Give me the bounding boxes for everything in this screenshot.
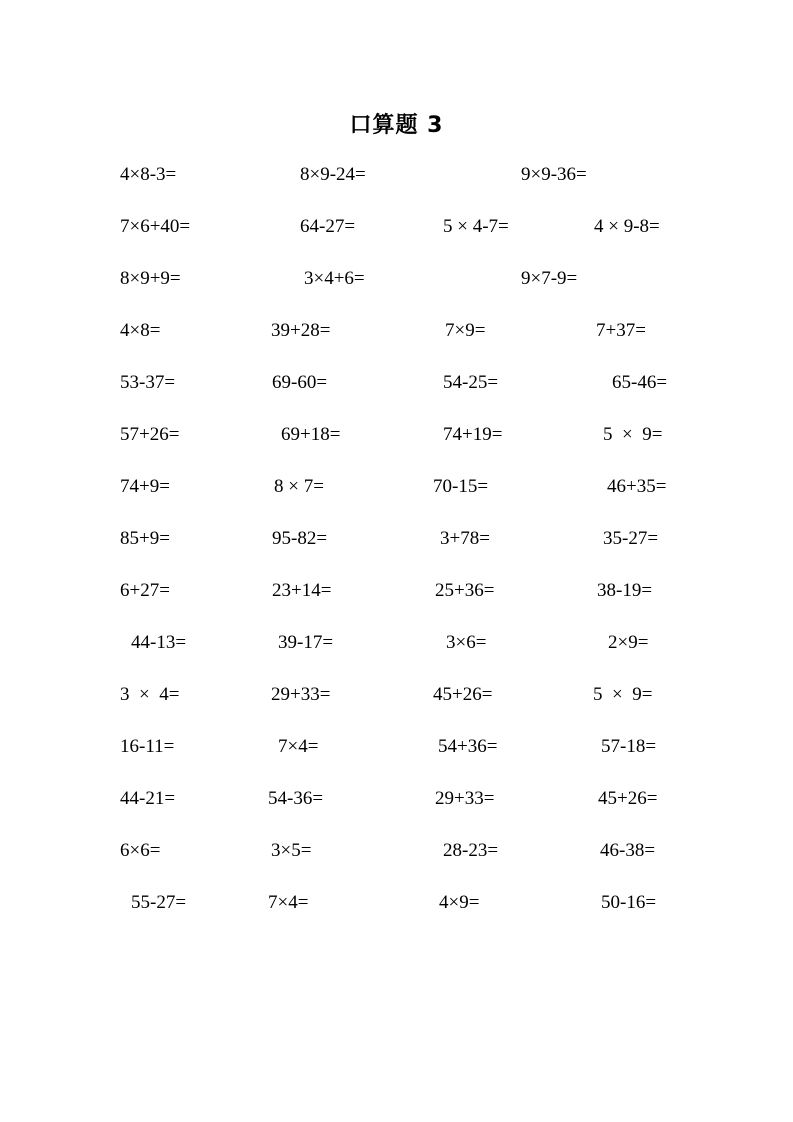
problem-r7-c4: 46+35= xyxy=(607,476,667,497)
problem-r10-c1: 44-13= xyxy=(131,632,187,653)
problem-r11-c3: 45+26= xyxy=(433,684,493,705)
problem-r3-c3: 9×7-9= xyxy=(521,268,578,289)
problem-r1-c2: 8×9-24= xyxy=(300,164,366,185)
problem-r1-c1: 4×8-3= xyxy=(120,164,177,185)
problem-r15-c4: 50-16= xyxy=(601,892,657,913)
problem-r14-c3: 28-23= xyxy=(443,840,499,861)
problem-r6-c2: 69+18= xyxy=(281,424,341,445)
problem-r8-c3: 3+78= xyxy=(440,528,490,549)
problem-r10-c3: 3×6= xyxy=(446,632,487,653)
problem-r13-c3: 29+33= xyxy=(435,788,495,809)
problem-r9-c4: 38-19= xyxy=(597,580,653,601)
page-title: 口算题 3 xyxy=(349,113,444,138)
problem-r5-c2: 69-60= xyxy=(272,372,328,393)
problem-r7-c2: 8 × 7= xyxy=(274,476,324,497)
problem-r7-c3: 70-15= xyxy=(433,476,489,497)
problem-r5-c1: 53-37= xyxy=(120,372,176,393)
problem-r13-c4: 45+26= xyxy=(598,788,658,809)
problem-r14-c4: 46-38= xyxy=(600,840,656,861)
problem-r12-c1: 16-11= xyxy=(120,736,175,757)
problem-r11-c4: 5 × 9= xyxy=(593,684,653,705)
problem-r15-c3: 4×9= xyxy=(439,892,480,913)
problem-r10-c4: 2×9= xyxy=(608,632,649,653)
problem-r9-c2: 23+14= xyxy=(272,580,332,601)
problem-r2-c4: 4 × 9-8= xyxy=(594,216,660,237)
problem-r5-c3: 54-25= xyxy=(443,372,499,393)
problem-r8-c4: 35-27= xyxy=(603,528,659,549)
problem-r12-c3: 54+36= xyxy=(438,736,498,757)
problem-r14-c2: 3×5= xyxy=(271,840,312,861)
problem-r5-c4: 65-46= xyxy=(612,372,668,393)
problem-r8-c2: 95-82= xyxy=(272,528,328,549)
problem-r1-c3: 9×9-36= xyxy=(521,164,587,185)
problem-r11-c1: 3 × 4= xyxy=(120,684,180,705)
problem-r6-c1: 57+26= xyxy=(120,424,180,445)
problem-r4-c4: 7+37= xyxy=(596,320,646,341)
problem-r3-c1: 8×9+9= xyxy=(120,268,181,289)
problem-r15-c2: 7×4= xyxy=(268,892,309,913)
problem-r12-c2: 7×4= xyxy=(278,736,319,757)
problem-r3-c2: 3×4+6= xyxy=(304,268,365,289)
problem-r2-c1: 7×6+40= xyxy=(120,216,191,237)
problem-r14-c1: 6×6= xyxy=(120,840,161,861)
problem-r6-c3: 74+19= xyxy=(443,424,503,445)
problem-r7-c1: 74+9= xyxy=(120,476,170,497)
problem-r8-c1: 85+9= xyxy=(120,528,170,549)
problem-r12-c4: 57-18= xyxy=(601,736,657,757)
problem-r9-c3: 25+36= xyxy=(435,580,495,601)
problem-r15-c1: 55-27= xyxy=(131,892,187,913)
problem-r9-c1: 6+27= xyxy=(120,580,170,601)
problem-r10-c2: 39-17= xyxy=(278,632,334,653)
problem-r11-c2: 29+33= xyxy=(271,684,331,705)
problem-r4-c2: 39+28= xyxy=(271,320,331,341)
problem-r4-c1: 4×8= xyxy=(120,320,161,341)
problem-r6-c4: 5 × 9= xyxy=(603,424,663,445)
problem-r2-c3: 5 × 4-7= xyxy=(443,216,509,237)
problem-r4-c3: 7×9= xyxy=(445,320,486,341)
problem-r13-c2: 54-36= xyxy=(268,788,324,809)
problem-r13-c1: 44-21= xyxy=(120,788,176,809)
problem-r2-c2: 64-27= xyxy=(300,216,356,237)
